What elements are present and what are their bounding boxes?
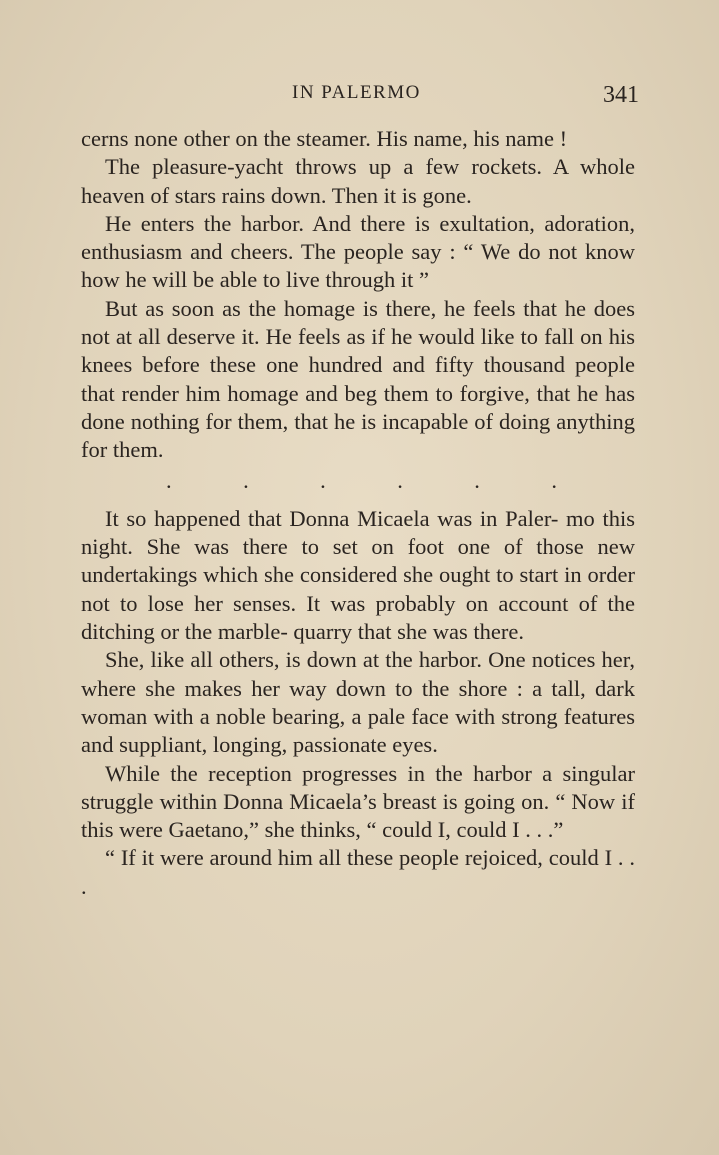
section-break-dot: . [474, 467, 480, 493]
paragraph: He enters the harbor. And there is exultation, adoration, enthusiasm and cheers. The people say : “ We do not know how he will be able to live through it ” [81, 210, 635, 293]
page-number: 341 [603, 82, 639, 108]
paragraph: The pleasure-yacht throws up a few rockets. A whole heaven of stars rains down. Then it is gone. [81, 154, 635, 208]
paragraph-continued: cerns none other on the steamer. His name, his name ! [81, 126, 568, 151]
section-break-dot: . [320, 467, 326, 493]
section-gap [81, 495, 635, 505]
running-head [0, 82, 719, 110]
section-break [81, 467, 635, 495]
section-break-dot: . [551, 467, 557, 493]
body-text [81, 125, 635, 901]
paragraph: She, like all others, is down at the harbor. One notices her, where she makes her way down to the shore : a tall, dark woman with a noble bearing, a pale face with strong features and suppliant, longing, passionate eyes. [81, 647, 635, 758]
section-break-dot: . [397, 467, 403, 493]
paragraph: It so happened that Donna Micaela was in Paler- mo this night. She was there to set on foot one of those new undertakings which she considered she ought to start in order not to lose her senses. It was probably on account of the ditching or the marble- quarry that she was there. [81, 505, 635, 645]
paragraph: “ If it were around him all these people rejoiced, could I . . . [81, 845, 635, 899]
paragraph: But as soon as the homage is there, he feels that he does not at all deserve it. He feels as if he would like to fall on his knees before these one hundred and fifty thousand people that render him homage and beg them to forgive, that he has done nothing for them, that he is incapable of doing anything for them. [81, 295, 635, 463]
section-break-dot: . [166, 467, 172, 493]
running-title: IN PALERMO [292, 82, 421, 103]
section-break-dot: . [243, 467, 249, 493]
paragraph: While the reception progresses in the harbor a singular struggle within Donna Micaela’s breast is going on. “ Now if this were Gaetano,” she thinks, “ could I, could I . . .” [81, 760, 635, 843]
